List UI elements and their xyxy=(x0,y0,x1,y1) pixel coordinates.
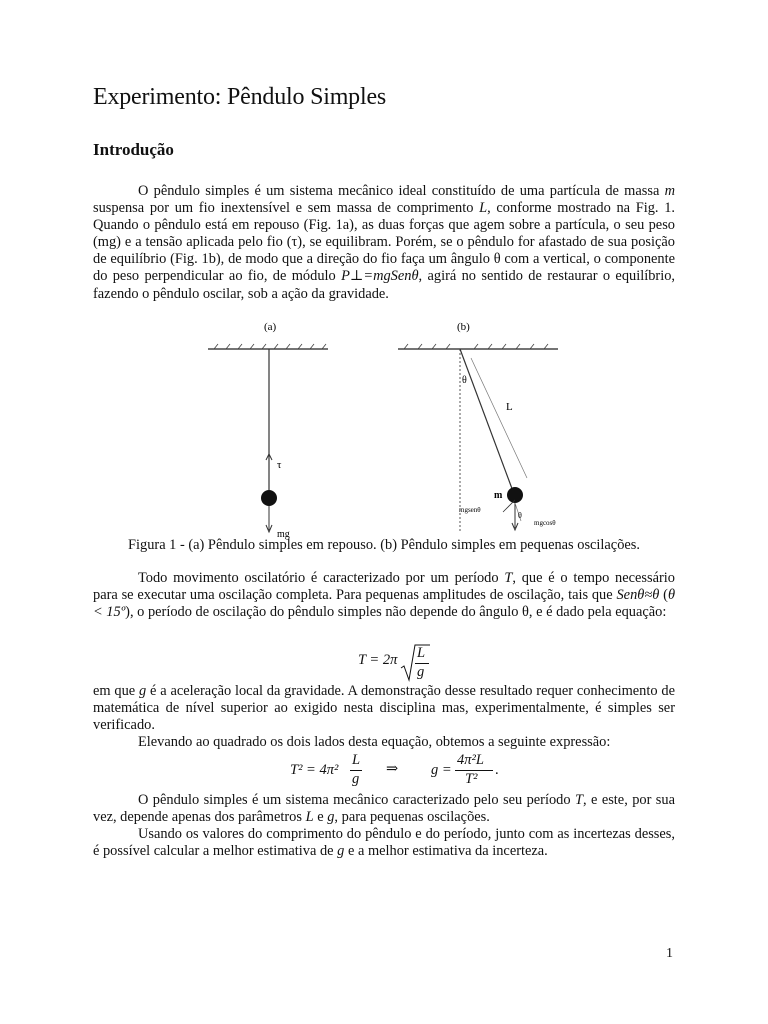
tension-label: τ xyxy=(277,459,282,471)
page-number: 1 xyxy=(666,946,673,961)
eq2-numerator-2: 4π²L xyxy=(457,752,484,768)
paragraph-period: Todo movimento oscilatório é caracterizado por um período T, que é o tempo necessário para se executar uma oscilação completa. Para pequenas amplitudes de oscilação, tais que Senθ≈θ (θ < 15º), o período de oscilação do pêndulo simples não depende do ângulo θ, e é dado pela equação: xyxy=(93,570,676,621)
theta-label-bottom: θ xyxy=(518,511,522,520)
paragraph-estimate: Usando os valores do comprimento do pêndulo e do período, junto com as incertezas desses, é possível calcular a melhor estimativa de g e a melhor estimativa da incerteza. xyxy=(93,826,675,860)
figure-caption: Figura 1 - (a) Pêndulo simples em repouso. (b) Pêndulo simples em pequenas oscilações. xyxy=(128,537,640,553)
eq2-denominator-2: T² xyxy=(465,771,478,787)
figure-label-b: (b) xyxy=(457,321,470,333)
bob-b xyxy=(507,487,523,503)
eq2-g-equals: g = xyxy=(431,762,452,778)
perp-component-label: mgsenθ xyxy=(459,506,481,514)
ceiling-hatch-b xyxy=(404,344,548,349)
figure-pendulum xyxy=(200,318,600,540)
length-indicator xyxy=(471,358,527,478)
theta-label-top: θ xyxy=(462,375,467,386)
eq1-denominator: g xyxy=(417,664,425,680)
string-b xyxy=(460,349,514,494)
figure-label-a: (a) xyxy=(264,321,277,333)
implies-arrow: ⇒ xyxy=(386,761,399,777)
mass-label: m xyxy=(494,490,503,501)
perp-component-arrow xyxy=(503,500,515,512)
section-heading: Introdução xyxy=(93,140,174,159)
eq2-numerator-1: L xyxy=(352,752,361,768)
eq1-numerator: L xyxy=(417,645,426,661)
ceiling-hatch-a xyxy=(214,344,326,349)
page-title: Experimento: Pêndulo Simples xyxy=(93,84,387,110)
parallel-component-label: mgcosθ xyxy=(534,519,556,527)
eq2-period: . xyxy=(495,762,499,778)
equation-gravity xyxy=(290,752,510,792)
eq2-lhs: T² = 4π² xyxy=(290,762,339,778)
length-label: L xyxy=(506,401,513,413)
paragraph-intro: O pêndulo simples é um sistema mecânico ideal constituído de uma partícula de massa m suspensa por um fio inextensível e sem massa de comprimento L, conforme mostrado na Fig. 1. Quando o pêndulo está em repouso (Fig. 1a), as duas forças que agem sobre a partícula, o seu peso (mg) e a tensão aplicada pelo fio (τ), se equilibram. Porém, se o pêndulo for afastado de sua posição de equilíbrio (Fig. 1b), de modo que a direção do fio faça um ângulo θ com a vertical, o componente do peso perpendicular ao fio, de módulo P⊥=mgSenθ, agirá no sentido de restaurar o equilíbrio, fazendo o pêndulo oscilar, sob a ação da gravidade. xyxy=(93,183,676,302)
weight-label-a: mg xyxy=(277,529,290,540)
equation-period xyxy=(358,644,438,684)
bob-a xyxy=(261,490,277,506)
paragraph-parameters: O pêndulo simples é um sistema mecânico caracterizado pelo seu período T, e este, por sua vez, depende apenas dos parâmetros L e g, para pequenas oscilações. xyxy=(93,792,675,826)
eq1-lhs: T = 2π xyxy=(358,652,398,668)
paragraph-squared: Elevando ao quadrado os dois lados desta equação, obtemos a seguinte expressão: xyxy=(138,734,611,750)
eq2-denominator-1: g xyxy=(352,771,360,787)
paragraph-gravity: em que g é a aceleração local da gravidade. A demonstração desse resultado requer conhecimento de matemática de nível superior ao exigido nesta disciplina mas, experimentalmente, é simples ser verificado. xyxy=(93,683,675,734)
